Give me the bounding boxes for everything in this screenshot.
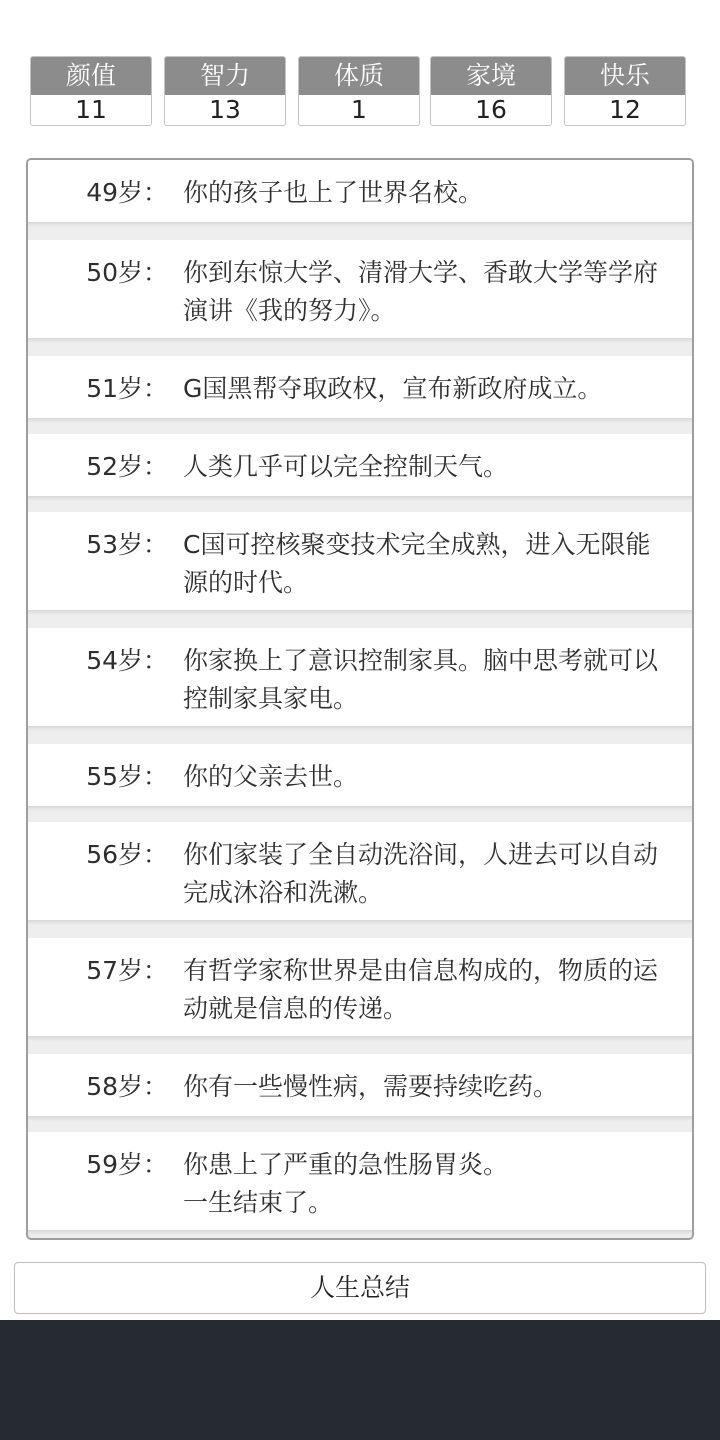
event-entry — [28, 434, 692, 496]
event-age: 57岁： — [86, 956, 168, 985]
stat-label: 体质 — [299, 57, 419, 95]
stat-label: 家境 — [431, 57, 551, 95]
event-entry — [28, 160, 692, 222]
stat-intelligence — [164, 56, 286, 126]
event-text — [183, 1146, 674, 1222]
event-text: 有哲学家称世界是由信息构成的，物质的运动就是信息的传递。 — [183, 956, 659, 1023]
event-text: 人类几乎可以完全控制天气。 — [183, 452, 509, 481]
event-text: 你家换上了意识控制家具。脑中思考就可以控制家具家电。 — [183, 646, 659, 713]
event-age: 59岁： — [86, 1150, 168, 1179]
event-entry — [28, 512, 692, 610]
event-entry — [28, 1054, 692, 1116]
life-event-log[interactable] — [26, 158, 694, 1240]
life-summary-button[interactable]: 人生总结 — [14, 1262, 706, 1314]
event-entry — [28, 628, 692, 726]
event-age: 54岁： — [86, 646, 168, 675]
event-text: 你的父亲去世。 — [183, 762, 359, 791]
event-entry — [28, 356, 692, 418]
event-text: 你们家装了全自动洗浴间，人进去可以自动完成沐浴和洗漱。 — [183, 840, 659, 907]
event-entry-final — [28, 1132, 692, 1230]
event-entry — [28, 822, 692, 920]
event-age: 52岁： — [86, 452, 168, 481]
stat-value: 12 — [609, 95, 641, 124]
event-text: G国黑帮夺取政权，宣布新政府成立。 — [183, 374, 603, 403]
stats-bar — [30, 56, 690, 128]
event-age: 58岁： — [86, 1072, 168, 1101]
stat-happiness — [564, 56, 686, 126]
stat-value: 1 — [351, 95, 367, 124]
stat-family-wealth — [430, 56, 552, 126]
event-text: 你到东惊大学、清滑大学、香敢大学等学府演讲《我的努力》。 — [183, 258, 659, 325]
stat-label: 智力 — [165, 57, 285, 95]
event-text-line: 你患上了严重的急性肠胃炎。 — [183, 1150, 509, 1179]
stat-appearance — [30, 56, 152, 126]
stat-constitution — [298, 56, 420, 126]
event-age: 51岁： — [86, 374, 168, 403]
event-text: 你的孩子也上了世界名校。 — [183, 178, 484, 207]
event-age: 49岁： — [86, 178, 168, 207]
event-text: 你有一些慢性病，需要持续吃药。 — [183, 1072, 559, 1101]
event-entry — [28, 938, 692, 1036]
event-age: 53岁： — [86, 530, 168, 559]
event-age: 50岁： — [86, 258, 168, 287]
event-entry — [28, 744, 692, 806]
bottom-bar — [0, 1320, 720, 1440]
life-ended-text: 一生结束了。 — [183, 1188, 334, 1217]
event-entry — [28, 240, 692, 338]
stat-label: 快乐 — [565, 57, 685, 95]
stat-value: 13 — [209, 95, 241, 124]
stat-value: 11 — [75, 95, 107, 124]
event-text: C国可控核聚变技术完全成熟，进入无限能源的时代。 — [183, 530, 651, 597]
event-age: 55岁： — [86, 762, 168, 791]
event-age: 56岁： — [86, 840, 168, 869]
stat-label: 颜值 — [31, 57, 151, 95]
stat-value: 16 — [475, 95, 507, 124]
